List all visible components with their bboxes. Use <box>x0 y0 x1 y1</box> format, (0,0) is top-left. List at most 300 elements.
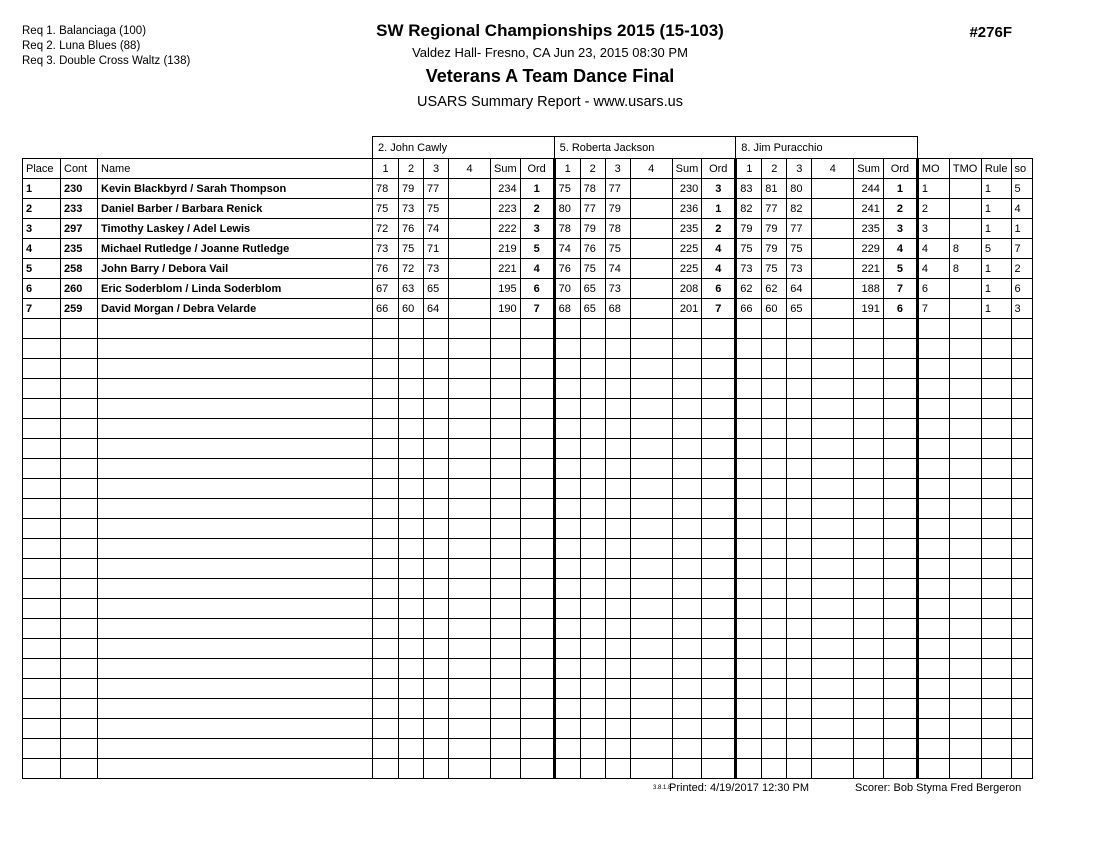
score-cell <box>630 179 672 199</box>
score-cell: 76 <box>373 259 399 279</box>
score-cell: 62 <box>736 279 762 299</box>
score-cell: 78 <box>373 179 399 199</box>
empty-cell <box>917 579 949 599</box>
empty-cell <box>399 719 424 739</box>
empty-cell <box>736 419 762 439</box>
empty-cell <box>981 479 1011 499</box>
score-cell <box>812 199 854 219</box>
empty-cell <box>854 639 884 659</box>
score-cell: 75 <box>605 239 630 259</box>
empty-cell <box>812 619 854 639</box>
empty-cell <box>23 659 61 679</box>
empty-cell <box>520 679 554 699</box>
empty-cell <box>883 319 917 339</box>
empty-cell <box>449 659 491 679</box>
empty-cell <box>1011 519 1032 539</box>
cont-cell: 297 <box>61 219 98 239</box>
empty-cell <box>736 619 762 639</box>
empty-cell <box>762 759 787 779</box>
score-cell <box>812 219 854 239</box>
empty-cell <box>580 439 605 459</box>
empty-cell <box>981 519 1011 539</box>
empty-cell <box>1011 339 1032 359</box>
empty-cell <box>981 679 1011 699</box>
name-cell: Michael Rutledge / Joanne Rutledge <box>98 239 373 259</box>
empty-cell <box>1011 479 1032 499</box>
empty-cell <box>373 479 399 499</box>
empty-cell <box>762 499 787 519</box>
score-cell: 73 <box>424 259 449 279</box>
score-cell: 78 <box>605 219 630 239</box>
empty-cell <box>98 459 373 479</box>
empty-cell <box>981 399 1011 419</box>
empty-cell <box>23 439 61 459</box>
empty-cell <box>449 759 491 779</box>
score-cell: 64 <box>424 299 449 319</box>
empty-cell <box>883 639 917 659</box>
score-cell: 73 <box>373 239 399 259</box>
empty-cell <box>424 739 449 759</box>
mo-cell: 2 <box>917 199 949 219</box>
empty-cell <box>373 359 399 379</box>
empty-cell <box>981 699 1011 719</box>
empty-cell <box>762 479 787 499</box>
empty-cell <box>98 359 373 379</box>
empty-cell <box>702 579 736 599</box>
col-header-so: so <box>1011 159 1032 179</box>
col-header-ord: Ord <box>883 159 917 179</box>
empty-cell <box>630 479 672 499</box>
empty-cell <box>917 559 949 579</box>
col-header-tmo: TMO <box>949 159 981 179</box>
empty-cell <box>61 579 98 599</box>
cont-cell: 235 <box>61 239 98 259</box>
empty-cell <box>762 459 787 479</box>
result-row <box>23 299 1033 319</box>
score-cell: 65 <box>580 299 605 319</box>
empty-cell <box>554 439 580 459</box>
empty-cell <box>520 619 554 639</box>
empty-cell <box>854 579 884 599</box>
score-cell: 75 <box>399 239 424 259</box>
empty-row <box>23 339 1033 359</box>
empty-cell <box>605 359 630 379</box>
empty-cell <box>762 359 787 379</box>
rule-cell: 1 <box>981 279 1011 299</box>
empty-cell <box>672 439 702 459</box>
score-cell: 75 <box>554 179 580 199</box>
empty-cell <box>449 499 491 519</box>
empty-cell <box>672 499 702 519</box>
empty-cell <box>520 759 554 779</box>
empty-cell <box>812 699 854 719</box>
empty-cell <box>399 619 424 639</box>
empty-cell <box>702 419 736 439</box>
score-cell: 75 <box>424 199 449 219</box>
empty-cell <box>554 539 580 559</box>
name-cell: Timothy Laskey / Adel Lewis <box>98 219 373 239</box>
empty-cell <box>605 659 630 679</box>
empty-cell <box>981 559 1011 579</box>
empty-cell <box>61 379 98 399</box>
score-cell <box>449 239 491 259</box>
so-cell: 2 <box>1011 259 1032 279</box>
empty-row <box>23 739 1033 759</box>
empty-cell <box>491 459 521 479</box>
empty-cell <box>491 339 521 359</box>
empty-cell <box>605 379 630 399</box>
empty-cell <box>520 459 554 479</box>
empty-cell <box>949 639 981 659</box>
empty-cell <box>630 539 672 559</box>
score-cell: 80 <box>554 199 580 219</box>
ord-cell: 4 <box>883 239 917 259</box>
empty-cell <box>736 399 762 419</box>
empty-cell <box>981 379 1011 399</box>
empty-cell <box>981 359 1011 379</box>
empty-cell <box>949 719 981 739</box>
empty-cell <box>917 539 949 559</box>
empty-cell <box>702 379 736 399</box>
empty-cell <box>949 439 981 459</box>
score-cell: 75 <box>762 259 787 279</box>
empty-cell <box>98 639 373 659</box>
empty-cell <box>630 759 672 779</box>
empty-cell <box>520 559 554 579</box>
empty-cell <box>736 579 762 599</box>
empty-cell <box>1011 719 1032 739</box>
empty-cell <box>554 699 580 719</box>
empty-cell <box>672 639 702 659</box>
empty-cell <box>812 639 854 659</box>
empty-cell <box>672 739 702 759</box>
empty-cell <box>854 619 884 639</box>
empty-cell <box>883 359 917 379</box>
empty-cell <box>424 419 449 439</box>
empty-cell <box>1011 359 1032 379</box>
score-cell <box>630 299 672 319</box>
empty-cell <box>23 379 61 399</box>
cont-cell: 260 <box>61 279 98 299</box>
empty-cell <box>762 699 787 719</box>
empty-cell <box>702 699 736 719</box>
empty-cell <box>98 719 373 739</box>
empty-cell <box>373 539 399 559</box>
score-cell: 82 <box>787 199 812 219</box>
empty-row <box>23 399 1033 419</box>
empty-cell <box>883 719 917 739</box>
empty-cell <box>424 359 449 379</box>
competition-title: SW Regional Championships 2015 (15-103) <box>376 21 724 40</box>
empty-cell <box>630 619 672 639</box>
rule-cell: 1 <box>981 299 1011 319</box>
empty-cell <box>61 459 98 479</box>
empty-cell <box>23 739 61 759</box>
empty-cell <box>605 519 630 539</box>
empty-cell <box>787 619 812 639</box>
empty-cell <box>61 499 98 519</box>
empty-cell <box>23 399 61 419</box>
empty-cell <box>762 739 787 759</box>
score-cell: 66 <box>736 299 762 319</box>
score-cell <box>630 279 672 299</box>
empty-cell <box>399 559 424 579</box>
score-cell: 75 <box>373 199 399 219</box>
empty-cell <box>520 659 554 679</box>
empty-cell <box>883 499 917 519</box>
empty-cell <box>399 399 424 419</box>
empty-cell <box>605 339 630 359</box>
empty-cell <box>812 499 854 519</box>
empty-cell <box>449 619 491 639</box>
score-cell: 72 <box>399 259 424 279</box>
empty-cell <box>605 319 630 339</box>
empty-cell <box>949 499 981 519</box>
empty-cell <box>23 359 61 379</box>
ord-cell: 4 <box>702 239 736 259</box>
empty-cell <box>554 579 580 599</box>
score-cell <box>812 239 854 259</box>
rule-cell: 1 <box>981 259 1011 279</box>
empty-cell <box>554 739 580 759</box>
empty-cell <box>812 539 854 559</box>
ord-cell: 3 <box>702 179 736 199</box>
empty-cell <box>1011 539 1032 559</box>
score-cell: 76 <box>554 259 580 279</box>
empty-cell <box>399 479 424 499</box>
empty-row <box>23 699 1033 719</box>
cont-cell: 233 <box>61 199 98 219</box>
empty-cell <box>854 539 884 559</box>
empty-cell <box>424 319 449 339</box>
empty-cell <box>736 679 762 699</box>
empty-cell <box>491 699 521 719</box>
empty-cell <box>702 499 736 519</box>
empty-cell <box>605 459 630 479</box>
event-title: Veterans A Team Dance Final <box>425 66 675 86</box>
judge-header-row <box>23 137 1033 159</box>
empty-cell <box>854 459 884 479</box>
empty-cell <box>736 559 762 579</box>
empty-cell <box>520 419 554 439</box>
score-cell: 73 <box>399 199 424 219</box>
empty-cell <box>449 479 491 499</box>
empty-cell <box>762 539 787 559</box>
sum-cell: 191 <box>854 299 884 319</box>
empty-cell <box>854 599 884 619</box>
empty-cell <box>981 499 1011 519</box>
empty-cell <box>520 439 554 459</box>
score-cell <box>630 239 672 259</box>
mo-cell: 4 <box>917 239 949 259</box>
empty-cell <box>424 339 449 359</box>
empty-cell <box>981 339 1011 359</box>
empty-cell <box>883 559 917 579</box>
empty-cell <box>449 579 491 599</box>
requirement-line-2: Req 2. Luna Blues (88) <box>22 40 141 52</box>
empty-cell <box>812 419 854 439</box>
col-header-ord: Ord <box>702 159 736 179</box>
empty-cell <box>812 759 854 779</box>
score-cell: 68 <box>605 299 630 319</box>
score-cell: 76 <box>580 239 605 259</box>
empty-cell <box>812 599 854 619</box>
empty-cell <box>580 499 605 519</box>
empty-cell <box>98 419 373 439</box>
empty-cell <box>520 639 554 659</box>
empty-cell <box>491 479 521 499</box>
empty-cell <box>520 579 554 599</box>
empty-cell <box>554 339 580 359</box>
ord-cell: 3 <box>520 219 554 239</box>
empty-cell <box>491 719 521 739</box>
empty-cell <box>1011 499 1032 519</box>
result-row <box>23 259 1033 279</box>
mo-cell: 6 <box>917 279 949 299</box>
score-cell: 72 <box>373 219 399 239</box>
empty-cell <box>605 599 630 619</box>
empty-cell <box>917 639 949 659</box>
sum-cell: 219 <box>491 239 521 259</box>
empty-cell <box>424 599 449 619</box>
empty-cell <box>736 639 762 659</box>
empty-cell <box>949 459 981 479</box>
empty-cell <box>399 579 424 599</box>
empty-cell <box>702 439 736 459</box>
ord-cell: 7 <box>520 299 554 319</box>
empty-cell <box>883 759 917 779</box>
empty-cell <box>554 639 580 659</box>
empty-cell <box>917 619 949 639</box>
empty-cell <box>399 419 424 439</box>
empty-cell <box>630 639 672 659</box>
empty-cell <box>949 619 981 639</box>
tmo-cell <box>949 299 981 319</box>
empty-cell <box>98 379 373 399</box>
footer <box>0 782 1100 802</box>
col-header-4: 4 <box>449 159 491 179</box>
empty-cell <box>98 499 373 519</box>
place-cell: 6 <box>23 279 61 299</box>
place-cell: 7 <box>23 299 61 319</box>
empty-row <box>23 559 1033 579</box>
empty-cell <box>98 679 373 699</box>
empty-cell <box>23 539 61 559</box>
col-header-1: 1 <box>554 159 580 179</box>
so-cell: 1 <box>1011 219 1032 239</box>
empty-cell <box>554 379 580 399</box>
sum-cell: 234 <box>491 179 521 199</box>
empty-cell <box>554 319 580 339</box>
empty-cell <box>23 479 61 499</box>
empty-cell <box>605 619 630 639</box>
empty-cell <box>883 379 917 399</box>
empty-cell <box>520 519 554 539</box>
col-header-4: 4 <box>812 159 854 179</box>
col-header-place: Place <box>23 159 61 179</box>
empty-row <box>23 759 1033 779</box>
empty-cell <box>762 419 787 439</box>
empty-cell <box>449 379 491 399</box>
mo-cell: 1 <box>917 179 949 199</box>
empty-cell <box>399 499 424 519</box>
empty-row <box>23 719 1033 739</box>
empty-cell <box>98 599 373 619</box>
score-cell: 79 <box>736 219 762 239</box>
score-cell: 79 <box>399 179 424 199</box>
empty-cell <box>580 479 605 499</box>
empty-cell <box>883 679 917 699</box>
empty-cell <box>917 339 949 359</box>
empty-cell <box>373 499 399 519</box>
sum-cell: 188 <box>854 279 884 299</box>
empty-cell <box>1011 619 1032 639</box>
score-cell <box>449 179 491 199</box>
empty-cell <box>672 319 702 339</box>
empty-cell <box>854 439 884 459</box>
empty-cell <box>491 419 521 439</box>
empty-cell <box>787 399 812 419</box>
empty-cell <box>736 339 762 359</box>
empty-cell <box>854 759 884 779</box>
empty-cell <box>23 519 61 539</box>
empty-cell <box>61 739 98 759</box>
empty-cell <box>424 559 449 579</box>
score-cell: 65 <box>787 299 812 319</box>
empty-cell <box>630 379 672 399</box>
tmo-cell: 8 <box>949 239 981 259</box>
empty-cell <box>554 599 580 619</box>
col-header-3: 3 <box>424 159 449 179</box>
empty-cell <box>424 399 449 419</box>
score-cell: 73 <box>787 259 812 279</box>
empty-cell <box>762 579 787 599</box>
empty-cell <box>61 619 98 639</box>
empty-cell <box>917 739 949 759</box>
printed-timestamp: Printed: 4/19/2017 12:30 PM <box>669 782 810 794</box>
empty-cell <box>702 319 736 339</box>
empty-cell <box>554 459 580 479</box>
sum-cell: 190 <box>491 299 521 319</box>
empty-cell <box>449 699 491 719</box>
empty-cell <box>736 739 762 759</box>
empty-cell <box>605 439 630 459</box>
empty-cell <box>672 539 702 559</box>
empty-cell <box>554 559 580 579</box>
empty-cell <box>672 459 702 479</box>
sum-cell: 235 <box>854 219 884 239</box>
empty-cell <box>373 659 399 679</box>
title-block <box>0 21 1100 110</box>
empty-cell <box>98 319 373 339</box>
empty-cell <box>812 479 854 499</box>
empty-cell <box>605 719 630 739</box>
judge-header-1: 2. John Cawly <box>373 137 555 159</box>
empty-cell <box>23 419 61 439</box>
empty-cell <box>554 359 580 379</box>
result-row <box>23 179 1033 199</box>
sum-cell: 225 <box>672 239 702 259</box>
empty-cell <box>61 399 98 419</box>
empty-cell <box>736 359 762 379</box>
empty-cell <box>702 759 736 779</box>
empty-cell <box>61 359 98 379</box>
empty-cell <box>702 339 736 359</box>
col-header-sum: Sum <box>854 159 884 179</box>
empty-cell <box>61 319 98 339</box>
empty-cell <box>520 539 554 559</box>
empty-cell <box>736 319 762 339</box>
